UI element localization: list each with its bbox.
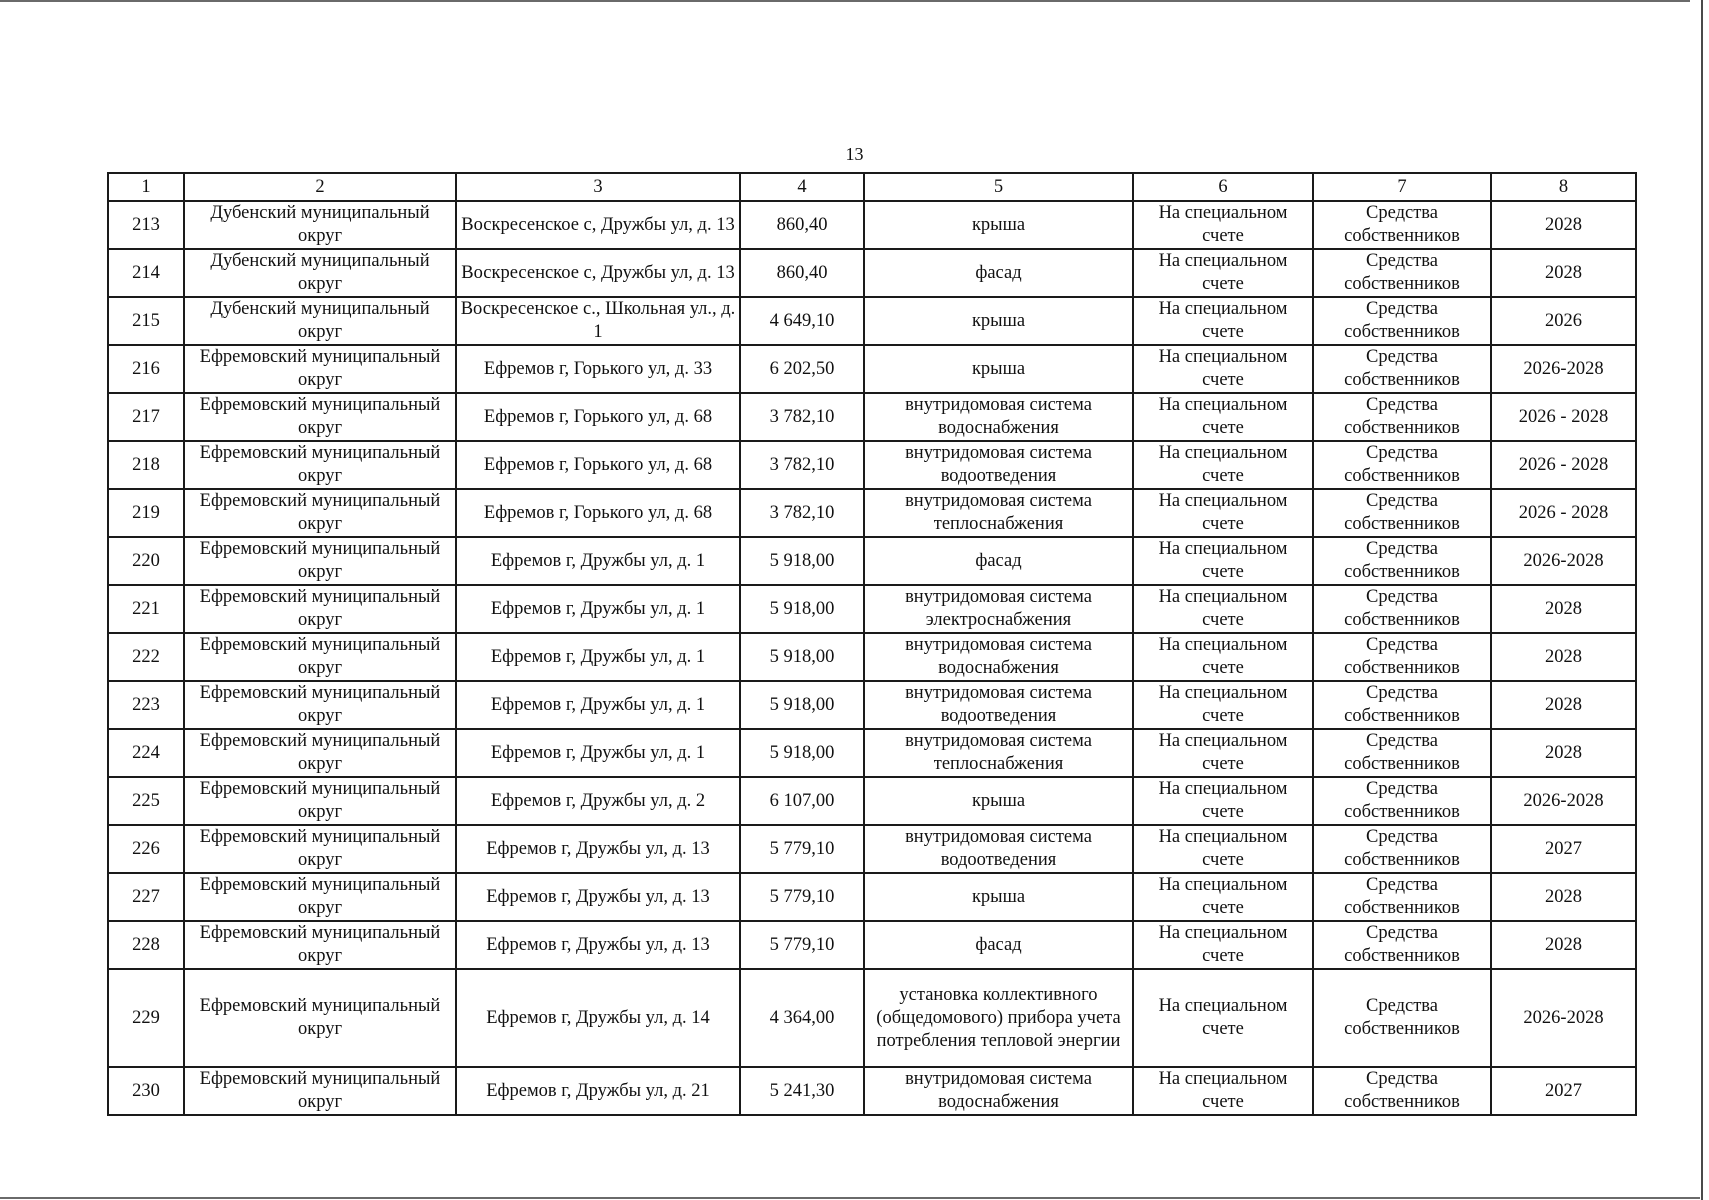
area-cell: 3 782,10	[740, 489, 864, 537]
area-cell: 860,40	[740, 201, 864, 249]
district-cell: Дубенский муниципальный округ	[184, 249, 456, 297]
fund-account-cell: На специальном счете	[1133, 585, 1313, 633]
fund-account-cell: На специальном счете	[1133, 873, 1313, 921]
area-cell: 4 364,00	[740, 969, 864, 1067]
fund-account-cell: На специальном счете	[1133, 537, 1313, 585]
fund-account-cell: На специальном счете	[1133, 825, 1313, 873]
address-cell: Воскресенское с, Дружбы ул, д. 13	[456, 249, 740, 297]
funding-source-cell: Средства собственников	[1313, 537, 1491, 585]
fund-account-cell: На специальном счете	[1133, 201, 1313, 249]
row-number-cell: 220	[108, 537, 184, 585]
area-cell: 4 649,10	[740, 297, 864, 345]
scan-border-top	[0, 0, 1690, 2]
table-row	[108, 921, 1636, 969]
period-cell: 2028	[1491, 873, 1636, 921]
row-number-cell: 229	[108, 969, 184, 1067]
district-cell: Дубенский муниципальный округ	[184, 201, 456, 249]
funding-source-cell: Средства собственников	[1313, 489, 1491, 537]
work-type-cell: внутридомовая система теплоснабжения	[864, 729, 1133, 777]
address-cell: Ефремов г, Горького ул, д. 68	[456, 489, 740, 537]
address-cell: Ефремов г, Дружбы ул, д. 1	[456, 633, 740, 681]
work-type-cell: внутридомовая система водоснабжения	[864, 633, 1133, 681]
district-cell: Ефремовский муниципальный округ	[184, 489, 456, 537]
column-header: 6	[1133, 173, 1313, 201]
table-row	[108, 777, 1636, 825]
repair-schedule-table	[107, 172, 1637, 1116]
fund-account-cell: На специальном счете	[1133, 777, 1313, 825]
row-number-cell: 213	[108, 201, 184, 249]
address-cell: Ефремов г, Дружбы ул, д. 1	[456, 681, 740, 729]
work-type-cell: внутридомовая система электроснабжения	[864, 585, 1133, 633]
row-number-cell: 219	[108, 489, 184, 537]
funding-source-cell: Средства собственников	[1313, 969, 1491, 1067]
period-cell: 2028	[1491, 633, 1636, 681]
address-cell: Воскресенское с., Школьная ул., д. 1	[456, 297, 740, 345]
area-cell: 5 918,00	[740, 537, 864, 585]
district-cell: Ефремовский муниципальный округ	[184, 777, 456, 825]
fund-account-cell: На специальном счете	[1133, 681, 1313, 729]
period-cell: 2028	[1491, 201, 1636, 249]
area-cell: 5 918,00	[740, 585, 864, 633]
funding-source-cell: Средства собственников	[1313, 249, 1491, 297]
table-row	[108, 537, 1636, 585]
period-cell: 2028	[1491, 921, 1636, 969]
row-number-cell: 215	[108, 297, 184, 345]
work-type-cell: крыша	[864, 777, 1133, 825]
area-cell: 5 779,10	[740, 873, 864, 921]
area-cell: 3 782,10	[740, 393, 864, 441]
funding-source-cell: Средства собственников	[1313, 585, 1491, 633]
period-cell: 2026 - 2028	[1491, 393, 1636, 441]
area-cell: 5 918,00	[740, 681, 864, 729]
district-cell: Ефремовский муниципальный округ	[184, 393, 456, 441]
district-cell: Ефремовский муниципальный округ	[184, 921, 456, 969]
work-type-cell: внутридомовая система водоснабжения	[864, 1067, 1133, 1115]
district-cell: Ефремовский муниципальный округ	[184, 873, 456, 921]
row-number-cell: 222	[108, 633, 184, 681]
funding-source-cell: Средства собственников	[1313, 681, 1491, 729]
area-cell: 5 779,10	[740, 921, 864, 969]
fund-account-cell: На специальном счете	[1133, 393, 1313, 441]
area-cell: 860,40	[740, 249, 864, 297]
table-row	[108, 393, 1636, 441]
address-cell: Ефремов г, Дружбы ул, д. 21	[456, 1067, 740, 1115]
district-cell: Ефремовский муниципальный округ	[184, 441, 456, 489]
row-number-cell: 228	[108, 921, 184, 969]
column-header: 7	[1313, 173, 1491, 201]
fund-account-cell: На специальном счете	[1133, 249, 1313, 297]
address-cell: Ефремов г, Горького ул, д. 68	[456, 441, 740, 489]
district-cell: Ефремовский муниципальный округ	[184, 585, 456, 633]
table-body	[108, 201, 1636, 1115]
table-row	[108, 969, 1636, 1067]
area-cell: 5 918,00	[740, 729, 864, 777]
work-type-cell: фасад	[864, 249, 1133, 297]
column-header: 8	[1491, 173, 1636, 201]
address-cell: Воскресенское с, Дружбы ул, д. 13	[456, 201, 740, 249]
table-row	[108, 1067, 1636, 1115]
table-row	[108, 441, 1636, 489]
page-number: 13	[845, 144, 864, 164]
district-cell: Ефремовский муниципальный округ	[184, 969, 456, 1067]
work-type-cell: установка коллективного (общедомового) прибора учета потребления тепловой энергии	[864, 969, 1133, 1067]
address-cell: Ефремов г, Горького ул, д. 33	[456, 345, 740, 393]
row-number-cell: 214	[108, 249, 184, 297]
row-number-cell: 225	[108, 777, 184, 825]
row-number-cell: 223	[108, 681, 184, 729]
fund-account-cell: На специальном счете	[1133, 969, 1313, 1067]
funding-source-cell: Средства собственников	[1313, 729, 1491, 777]
district-cell: Ефремовский муниципальный округ	[184, 633, 456, 681]
funding-source-cell: Средства собственников	[1313, 345, 1491, 393]
fund-account-cell: На специальном счете	[1133, 345, 1313, 393]
address-cell: Ефремов г, Дружбы ул, д. 2	[456, 777, 740, 825]
period-cell: 2028	[1491, 729, 1636, 777]
period-cell: 2028	[1491, 249, 1636, 297]
fund-account-cell: На специальном счете	[1133, 729, 1313, 777]
header-row	[108, 173, 1636, 201]
district-cell: Ефремовский муниципальный округ	[184, 345, 456, 393]
column-header: 1	[108, 173, 184, 201]
funding-source-cell: Средства собственников	[1313, 633, 1491, 681]
period-cell: 2026-2028	[1491, 345, 1636, 393]
address-cell: Ефремов г, Дружбы ул, д. 1	[456, 729, 740, 777]
row-number-cell: 226	[108, 825, 184, 873]
scan-border-right	[1701, 0, 1703, 1200]
district-cell: Ефремовский муниципальный округ	[184, 537, 456, 585]
fund-account-cell: На специальном счете	[1133, 297, 1313, 345]
period-cell: 2026 - 2028	[1491, 489, 1636, 537]
table-row	[108, 681, 1636, 729]
area-cell: 5 918,00	[740, 633, 864, 681]
table-row	[108, 633, 1636, 681]
fund-account-cell: На специальном счете	[1133, 921, 1313, 969]
district-cell: Ефремовский муниципальный округ	[184, 729, 456, 777]
column-header: 2	[184, 173, 456, 201]
area-cell: 3 782,10	[740, 441, 864, 489]
table-row	[108, 825, 1636, 873]
period-cell: 2028	[1491, 585, 1636, 633]
row-number-cell: 230	[108, 1067, 184, 1115]
address-cell: Ефремов г, Дружбы ул, д. 13	[456, 921, 740, 969]
fund-account-cell: На специальном счете	[1133, 1067, 1313, 1115]
row-number-cell: 224	[108, 729, 184, 777]
address-cell: Ефремов г, Горького ул, д. 68	[456, 393, 740, 441]
work-type-cell: внутридомовая система водоотведения	[864, 825, 1133, 873]
address-cell: Ефремов г, Дружбы ул, д. 13	[456, 825, 740, 873]
work-type-cell: фасад	[864, 921, 1133, 969]
funding-source-cell: Средства собственников	[1313, 1067, 1491, 1115]
funding-source-cell: Средства собственников	[1313, 825, 1491, 873]
work-type-cell: фасад	[864, 537, 1133, 585]
period-cell: 2028	[1491, 681, 1636, 729]
funding-source-cell: Средства собственников	[1313, 441, 1491, 489]
district-cell: Ефремовский муниципальный округ	[184, 681, 456, 729]
period-cell: 2026-2028	[1491, 969, 1636, 1067]
period-cell: 2027	[1491, 825, 1636, 873]
work-type-cell: крыша	[864, 345, 1133, 393]
work-type-cell: внутридомовая система водоотведения	[864, 681, 1133, 729]
work-type-cell: крыша	[864, 201, 1133, 249]
work-type-cell: внутридомовая система водоотведения	[864, 441, 1133, 489]
funding-source-cell: Средства собственников	[1313, 201, 1491, 249]
column-header: 5	[864, 173, 1133, 201]
fund-account-cell: На специальном счете	[1133, 441, 1313, 489]
funding-source-cell: Средства собственников	[1313, 873, 1491, 921]
work-type-cell: внутридомовая система водоснабжения	[864, 393, 1133, 441]
address-cell: Ефремов г, Дружбы ул, д. 1	[456, 537, 740, 585]
fund-account-cell: На специальном счете	[1133, 489, 1313, 537]
column-header: 4	[740, 173, 864, 201]
table-row	[108, 201, 1636, 249]
district-cell: Дубенский муниципальный округ	[184, 297, 456, 345]
district-cell: Ефремовский муниципальный округ	[184, 1067, 456, 1115]
address-cell: Ефремов г, Дружбы ул, д. 14	[456, 969, 740, 1067]
funding-source-cell: Средства собственников	[1313, 297, 1491, 345]
work-type-cell: крыша	[864, 873, 1133, 921]
period-cell: 2027	[1491, 1067, 1636, 1115]
table-row	[108, 729, 1636, 777]
table-row	[108, 873, 1636, 921]
table-row	[108, 249, 1636, 297]
table-row	[108, 489, 1636, 537]
table-row	[108, 297, 1636, 345]
period-cell: 2026-2028	[1491, 777, 1636, 825]
funding-source-cell: Средства собственников	[1313, 393, 1491, 441]
scan-border-bottom	[0, 1197, 1700, 1199]
period-cell: 2026 - 2028	[1491, 441, 1636, 489]
area-cell: 6 202,50	[740, 345, 864, 393]
row-number-cell: 221	[108, 585, 184, 633]
table-row	[108, 585, 1636, 633]
area-cell: 5 779,10	[740, 825, 864, 873]
table-row	[108, 345, 1636, 393]
address-cell: Ефремов г, Дружбы ул, д. 1	[456, 585, 740, 633]
row-number-cell: 227	[108, 873, 184, 921]
column-header: 3	[456, 173, 740, 201]
funding-source-cell: Средства собственников	[1313, 921, 1491, 969]
district-cell: Ефремовский муниципальный округ	[184, 825, 456, 873]
row-number-cell: 217	[108, 393, 184, 441]
address-cell: Ефремов г, Дружбы ул, д. 13	[456, 873, 740, 921]
row-number-cell: 218	[108, 441, 184, 489]
row-number-cell: 216	[108, 345, 184, 393]
area-cell: 5 241,30	[740, 1067, 864, 1115]
period-cell: 2026-2028	[1491, 537, 1636, 585]
work-type-cell: внутридомовая система теплоснабжения	[864, 489, 1133, 537]
funding-source-cell: Средства собственников	[1313, 777, 1491, 825]
fund-account-cell: На специальном счете	[1133, 633, 1313, 681]
period-cell: 2026	[1491, 297, 1636, 345]
area-cell: 6 107,00	[740, 777, 864, 825]
work-type-cell: крыша	[864, 297, 1133, 345]
